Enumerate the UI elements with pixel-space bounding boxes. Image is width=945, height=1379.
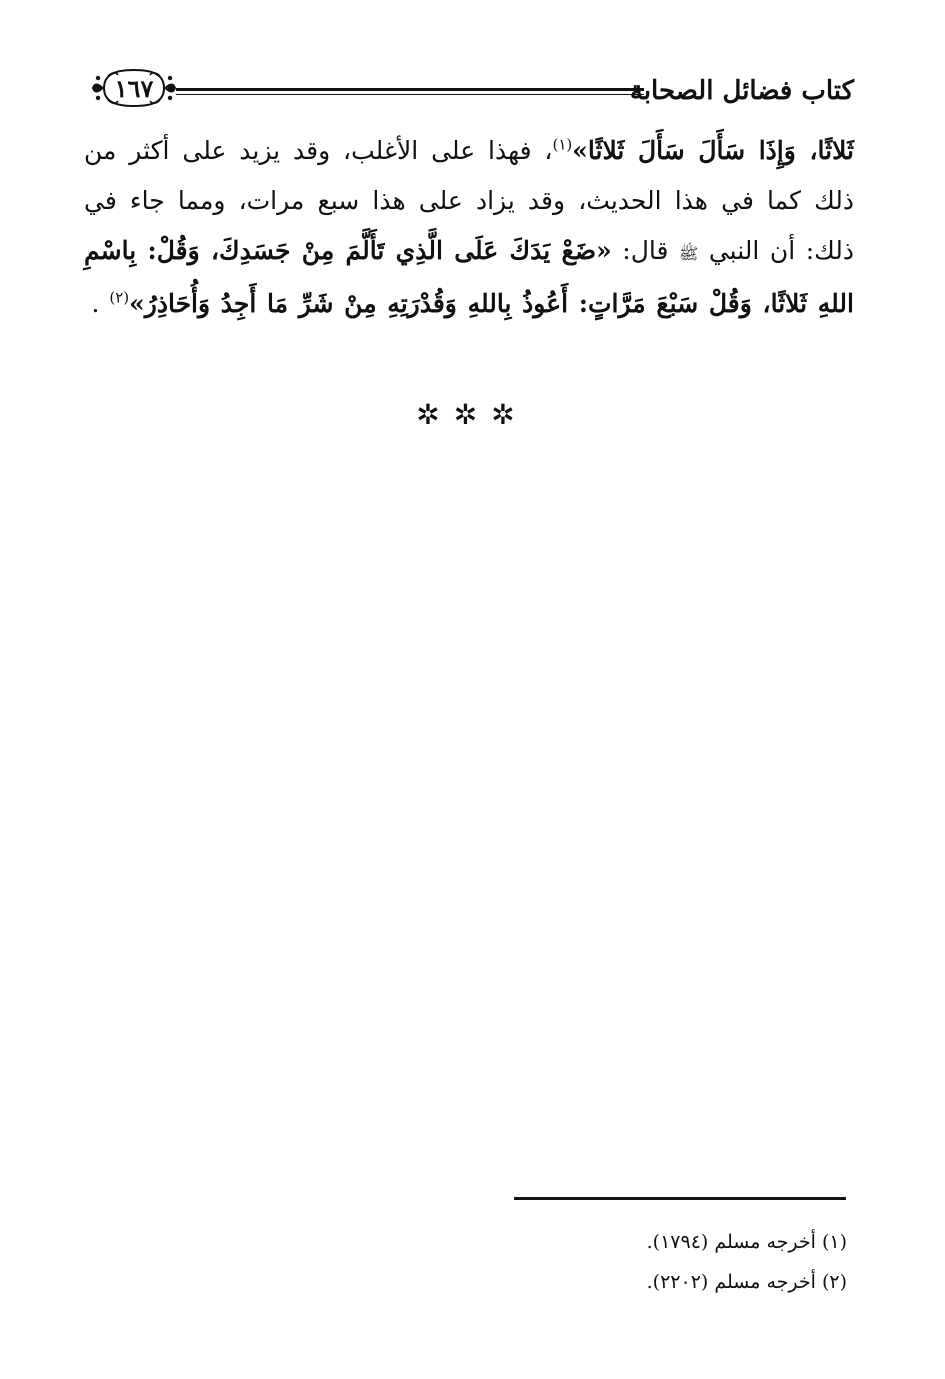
page-number: ١٦٧ [114,74,154,103]
header-rule [176,88,644,95]
footnote-ref: (٢) [109,288,130,307]
footnote-2: (٢) أخرجه مسلم (٢٢٠٢). [646,1271,847,1293]
main-text [84,126,854,329]
body-paragraph [84,126,854,329]
book-title: كتاب فضائل الصحابة [629,76,854,106]
body-text: قال: [611,236,679,265]
section-separator: ✲✲✲ [416,398,529,431]
hadith-quote: ثَلاثًا، وَإِذَا سَأَلَ سَأَلَ ثَلاثًا» [572,136,854,165]
body-text: ، فهذا على الأغلب، وقد يزيد على أكثر من ذلك كما في هذا الحديث، وقد يزاد على هذا سبع مرات، ومما جاء في ذلك: أن النبي [84,136,854,265]
footnotes [347,1222,847,1302]
footnote-ref: (١) [552,135,573,154]
footnote-rule [514,1197,846,1200]
page-number-badge [90,64,178,112]
honorific-glyph: ﷺ [678,244,699,263]
footnote-1: (١) أخرجه مسلم (١٧٩٤). [646,1231,847,1253]
body-text: . [91,289,110,318]
hadith-quote: «ضَعْ يَدَكَ عَلَى الَّذِي تَأَلَّمَ مِنْ جَسَدِكَ، وَقُلْ: بِاسْمِ اللهِ ثَلاثًا، وَقُلْ سَبْعَ مَرَّاتٍ: أَعُوذُ بِاللهِ وَقُدْرَتِهِ مِنْ شَرِّ مَا أَجِدُ وَأُحَاذِرُ» [84,236,854,318]
page-header [84,60,854,120]
